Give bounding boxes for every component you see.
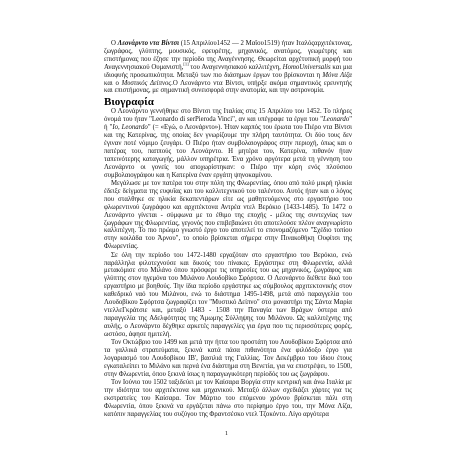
work-title-last-supper: Μυστικός Δείπνος bbox=[121, 79, 172, 87]
intro-text-2: του Αναγεννησιακού καλλιτέχνη, bbox=[188, 63, 283, 71]
section-heading-biography: Βιογραφία bbox=[104, 96, 154, 109]
signature-io-leonardo: Io, Leonardo bbox=[112, 124, 148, 132]
bio-p1-text-e: " (= «Εγώ, ο Λεονάρντο»). Ήταν καρπός του έρωτα του Πιέρο ντα Βίντσι και της Κατερίνας, της οποίας δεν γνωρίζουμε την πλήρη ταυτότητα. Οι δύο τους δεν έγιναν ποτέ νόμιμο ζευγάρι. Ο Πιέρο ήταν συμβολαιογράφος στην περιοχή, όπως και ο πατέρας του, παππούς του Λεονάρντο. Η μητέρα του, Κατερίνα, πιθανόν ήταν ταπεινότερης καταγωγής, μάλλον υπηρέτρια. Ένα χρόνο αργότερα μετά τη γέννηση του Λεονάρντο οι γονείς του αποχωρίστηκαν: ο Πιέρο την κόρη ενός πλούσιου συμβολαιογράφου και η Κατερίνα έναν εργάτη ψηνοκαμίνου. bbox=[104, 124, 352, 179]
subject-name: Λεονάρντο ντα Βίντσι bbox=[117, 40, 180, 47]
bio-paragraph-4: Τον Οκτώβριο του 1499 και μετά την ήττα του προστάτη του Λουδοβίκου Σφόρτσα από τα γαλλικά στρατεύματα, ξεκινά κατά πάσα πιθανότητα ένα φιλόδοξο έργο για λογαριασμό του Λουδοβίκου ΙΒ', βασιλιά της Γαλλίας. Τον Δεκέμβριο του ίδιου έτους εγκαταλείπει το Μιλάνο και περνά ένα διάστημα στη Βενετία, για να επιστρέψει, το 1500, στην Φλωρεντία, όπου ξεκινά ίσως η παραγωγικότερη περίοδός του ως ζωγράφου. bbox=[104, 339, 352, 378]
document-body bbox=[104, 40, 352, 419]
work-title-mona-lisa: Μόνα Λίζα bbox=[322, 71, 352, 79]
intro-paragraph bbox=[104, 40, 352, 95]
bio-paragraph-5: Τον Ιούνιο του 1502 ταξιδεύει με τον Καίσαρα Βοργία στην κεντρική και άνω Ιταλία με την ιδιότητα του αρχιτέκτονα και μηχανικού. Μεταξύ άλλων σχεδιάζει χάρτες για τις εκστρατείες του Καίσαρα. Τον Μάρτιο του επόμενου χρόνου βρίσκεται πάλι στη Φλωρεντία, όπου ξεκινά να εργάζεται πάνω στο περίφημο έργο του, την Μόνα Λίζα, κατόπιν παραγγελίας του συζύγου της Φραντσέσκο ντελ Τζοκόντο. Λίγο αργότερα bbox=[104, 379, 352, 418]
bio-paragraph-1 bbox=[104, 108, 352, 179]
intro-text-3: και μια ιδιοφυής προσωπικότητα. Μεταξύ των πιο διάσημων έργων του βρίσκονται η bbox=[104, 63, 352, 79]
page-number: 1 bbox=[224, 430, 229, 437]
bio-paragraph-3: Σε όλη την περίοδο του 1472-1480 εργαζόταν στο εργαστήριο του Βερόκιο, ενώ παράλληλα φιλοτεχνούσε και δικούς του πίνακες. Εργάστηκε στη Φλωρεντία, αλλά μετακόμισε στο Μιλάνο όπου πρόσφερε τις υπηρεσίες του ως μηχανικός, ζωγράφος και γλύπτης στον ηγεμόνα του Μιλάνου Λουδοβίκο Σφόρτσα. Ο Λεονάρντο διέθετε δικό του εργαστήριο με βοηθούς. Την ίδια περίοδο εργάστηκε ως σύμβουλος αρχιτεκτονικής στον καθεδρικό ναό του Μιλάνου, ενώ το διάστημα 1495-1498, μετά από παραγγελία του Λουδοβίκου Σφόρτσα ζωγραφίζει τον "Μυστικό Δείπνο" στο μοναστήρι της Σάντα Μαρία ντελλεΓκράτσιε και, μεταξύ 1483 - 1508 την Παναγία των Βράχων ύστερα από παραγγελία της Αδελφότητας της Άμωμης Σύλληψης του Μιλάνου. Ως καλλιτέχνης της αυλής, ο Λεονάρντο δέχθηκε αρκετές παραγγελίες για έργα που τις περισσότερες φορές, ωστόσο, άφησε ημιτελή. bbox=[104, 251, 352, 338]
footnote-ref[interactable]: [1] bbox=[183, 61, 189, 67]
signature-leonardo: Leonardo bbox=[323, 116, 350, 124]
bio-p1-text-c: " ή " bbox=[104, 116, 352, 132]
intro-text-5: .Ο Λεονάρντο ντα Βίντσι, υπήρξε ακόμα σημαντικός ερευνητής και επιστήμονας, με σημαντική συνεισφορά στην ανατομία, και την αστρονομία. bbox=[104, 79, 352, 95]
intro-text-4: και ο bbox=[104, 79, 122, 87]
intro-text-1: (15 Απριλίου1452 — 2 Μαΐου1519) ήταν Ιταλόςαρχιτέκτονας, ζωγράφος, γλύπτης, μουσικός, εφευρέτης, μηχανικός, ανατόμος, γεωμέτρης και επιστήμονας που έζησε την περίοδο της Αναγέννησης. Θεωρείται αρχέτυπική μορφή του Αναγεννησιακού Ουμανιστή, bbox=[104, 40, 353, 71]
intro-lead-text: Ο bbox=[111, 40, 118, 47]
bio-paragraph-2: Μεγάλωσε με τον πατέρα του στην πόλη της Φλωρεντίας, όπου από πολύ μικρή ηλικία έδειξε δείγματα της ευφυΐας και του καλλιτεχνικού του ταλέντου. Αυτός ήταν και ο λόγος που σταλθηκε σε ηλικία δεκαπεντάρων είτε ως μαθητευόμενος στο εργαστήριο του φλωρεντινού ζωγράφου και αρχιτέκτονα Αντρέα ντελ Βερόκιο (1433-1485). Το 1472 ο Λεονάρντο γίνεται - σύμφωνα με το έθιμο της εποχής - μέλος της συντεχνίας των ζωγράφων της Φλωρεντίας, γεγονός που επιβεβαιώνει ότι αποτελούσε πλέον αναγνωρίστο καλλιτέχνη. Το πιο πρώιμο γνωστό έργο του αποτελεί το επονομαζόμενο "Σχέδιο τοπίου στην κοιλάδα του Άρνου", το οποίο βρίσκεται σήμερα στην Πινακοθήκη Ουφίτσι της Φλωρεντίας. bbox=[104, 180, 352, 251]
bio-p1-text-a: Ο Λεονάρντο γεννήθηκε στο Βίντσι της Ιταλίας στις 15 Απριλίου του 1452. Το πλήρες όνομά του ήταν "Leonardo di serPieroda Vinci", αν και υπέγραφε τα έργα του " bbox=[104, 108, 352, 124]
homo-universalis-term: HomoUniversalis bbox=[282, 63, 331, 71]
